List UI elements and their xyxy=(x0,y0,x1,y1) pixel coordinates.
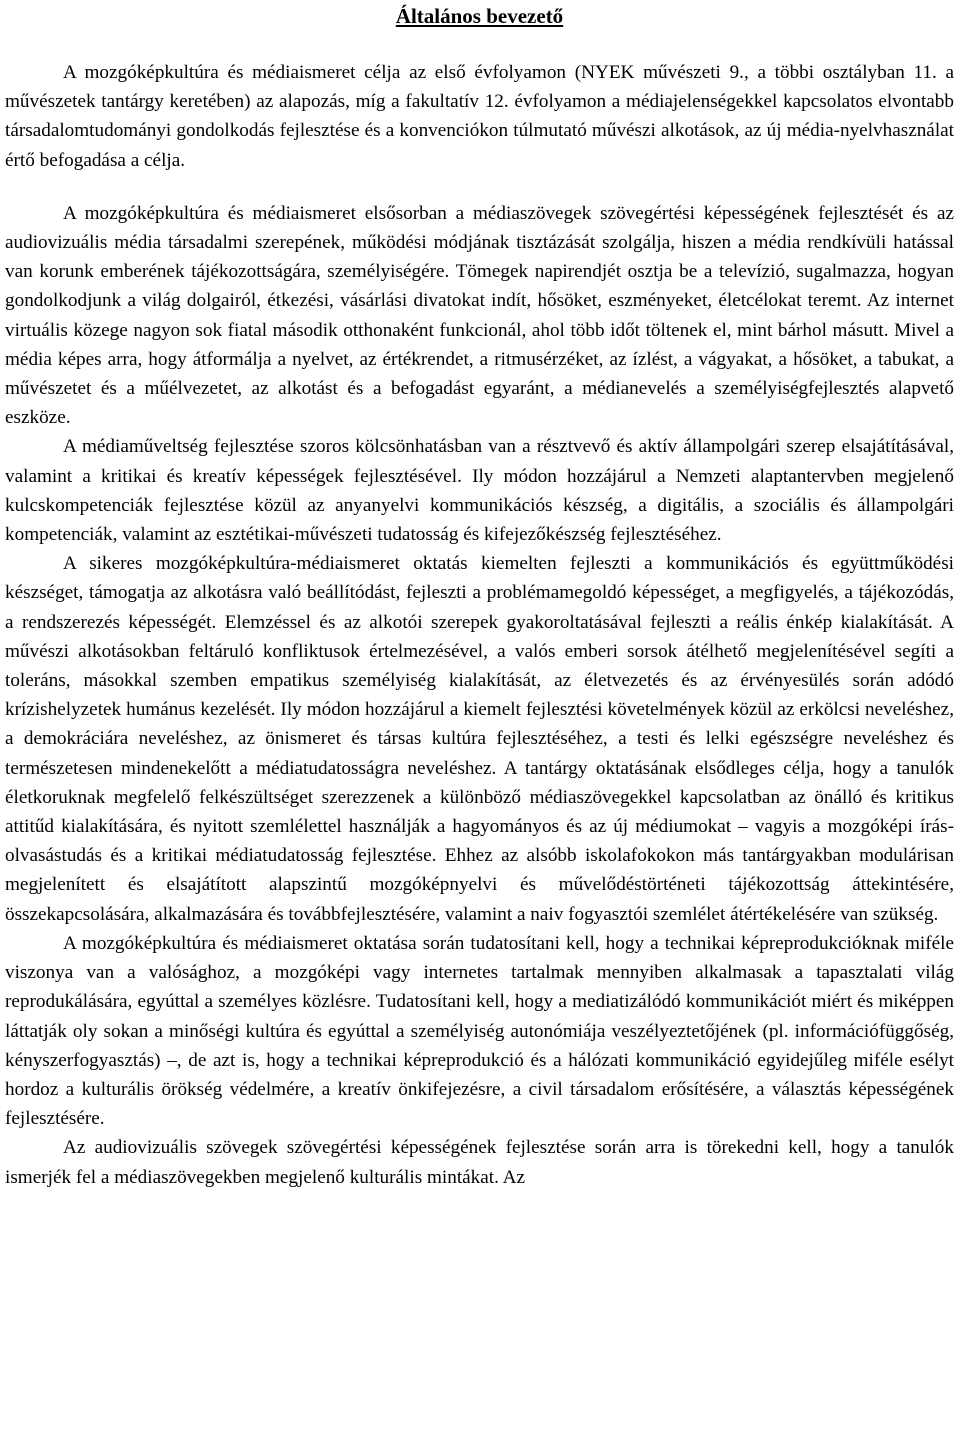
paragraph-audiovisual-texts: Az audiovizuális szövegek szövegértési képességének fejlesztése során arra is törekedni kell, hogy a tanulók ismerjék fel a médiaszövegekben megjelenő kulturális mintákat. Az xyxy=(5,1137,954,1188)
page-title: Általános bevezető xyxy=(395,4,564,28)
paragraph-successful-teaching: A sikeres mozgóképkultúra-médiaismeret oktatás kiemelten fejleszti a kommunikációs és együttműködési készséget, támogatja az alkotásra való beállítódást, fejleszti a problémamegoldó képességet, a megfigyelés, a tájékozódás, a rendszerezés képességét. Elemzéssel és az alkotói szerepek gyakoroltatásával fejleszti a reális énkép kialakítását. A művészi alkotásokban feltáruló konfliktusok értelmezésével, a valós emberi sorsok átélhető megjelenítésével segíti a toleráns, másokkal szemben empatikus személyiség kialakítását, az életvezetés és az érvényesülés során adódó krízishelyzetek humánus kezelését. Ily módon hozzájárul a kiemelt fejlesztési követelmények közül az erkölcsi neveléshez, a demokráciára neveléshez, az önismeret és társas kultúra fejlesztéséhez, a testi és lelki egészségre neveléshez és természetesen mindenekelőtt a médiatudatosságra neveléshez. A tantárgy oktatásának elsődleges célja, hogy a tanulók életkoruknak megfelelő felkészültséget szerezzenek a különböző médiaszövegekkel kapcsolatban az önálló és kritikus attitűd kialakítására, és nyitott szemlélettel használják a hagyományos és az új médiumokat – vagyis a mozgóképi írás-olvasástudás és a kritikai médiatudatosság fejlesztése. Ehhez az alsóbb iskolafokokon más tantárgyakban modulárisan megjelenített és elsajátított alapszintű mozgóképnyelvi és művelődéstörténeti tájékozottság áttekintésére, összekapcsolására, alkalmazására és továbbfejlesztésére, valamint a naiv fogyasztói szemlélet átértékelésére van szükség. xyxy=(5,553,954,925)
paragraph-awareness: A mozgóképkultúra és médiaismeret oktatása során tudatosítani kell, hogy a technikai képreprodukcióknak miféle viszonya van a valósághoz, a mozgóképi vagy internetes tartalmak mennyiben alkalmasak a tapasztalati világ reprodukálására, egyúttal a személyes közlésre. Tudatosítani kell, hogy a mediatizálódó kommunikációt miért és miképpen láttatják oly sokan a minőségi kultúra és egyúttal a személyiség autonómiája veszélyeztetőjének (pl. információfüggőség, kényszerfogyasztás) –, de azt is, hogy a technikai képreprodukció és a hálózati kommunikáció egyidejűleg miféle esélyt hordoz a kulturális örökség védelmére, a kreatív önkifejezésre, a civil társadalom erősítésére, a választás képességének fejlesztésére. xyxy=(5,932,954,1130)
paragraph-goals: A mozgóképkultúra és médiaismeret célja az első évfolyamon (NYEK művészeti 9., a többi osztályban 11. a művészetek tantárgy keretében) az alapozás, míg a fakultatív 12. évfolyamon a médiajelenségekkel kapcsolatos elvontabb társadalomtudományi gondolkodás fejlesztése és a konvenciókon túlmutató művészi alkotások, az új média-nyelvhasználat értő befogadása a célja. xyxy=(5,62,954,171)
paragraph-media-literacy: A médiaműveltség fejlesztése szoros kölcsönhatásban van a résztvevő és aktív állampolgári szerep elsajátításával, valamint a kritikai és kreatív képességek fejlesztésével. Ily módon hozzájárul a Nemzeti alaptantervben megjelenő kulcskompetenciák fejlesztése közül az anyanyelvi kommunikációs készség, a digitális, a szociális és állampolgári kompetenciák, valamint az esztétikai-művészeti tudatosság és kifejezőkészség fejlesztéséhez. xyxy=(5,436,954,546)
paragraph-media-role: A mozgóképkultúra és médiaismeret elsősorban a médiaszövegek szövegértési képességének fejlesztését és az audiovizuális média társadalmi szerepének, működési módjának tisztázását szolgálja, hiszen a média rendkívüli hatással van korunk emberének tájékozottságára, személyiségére. Tömegek napirendjét osztja be a televízió, sugalmazza, hogyan gondolkodjunk a világ dolgairól, étkezési, vásárlási divatokat indít, hősöket, eszményeket, életcélokat teremt. Az internet virtuális közege nagyon sok fiatal második otthonaként funkcionál, ahol több időt töltenek el, mint bárhol másutt. Mivel a média képes arra, hogy átformálja a nyelvet, az értékrendet, a ritmusérzéket, az ízlést, a vágyakat, a hősöket, a tabukat, a művészetet és a műélvezetet, az alkotást és a befogadást egyaránt, a médianevelés a személyiségfejlesztés alapvető eszköze. xyxy=(5,202,954,429)
